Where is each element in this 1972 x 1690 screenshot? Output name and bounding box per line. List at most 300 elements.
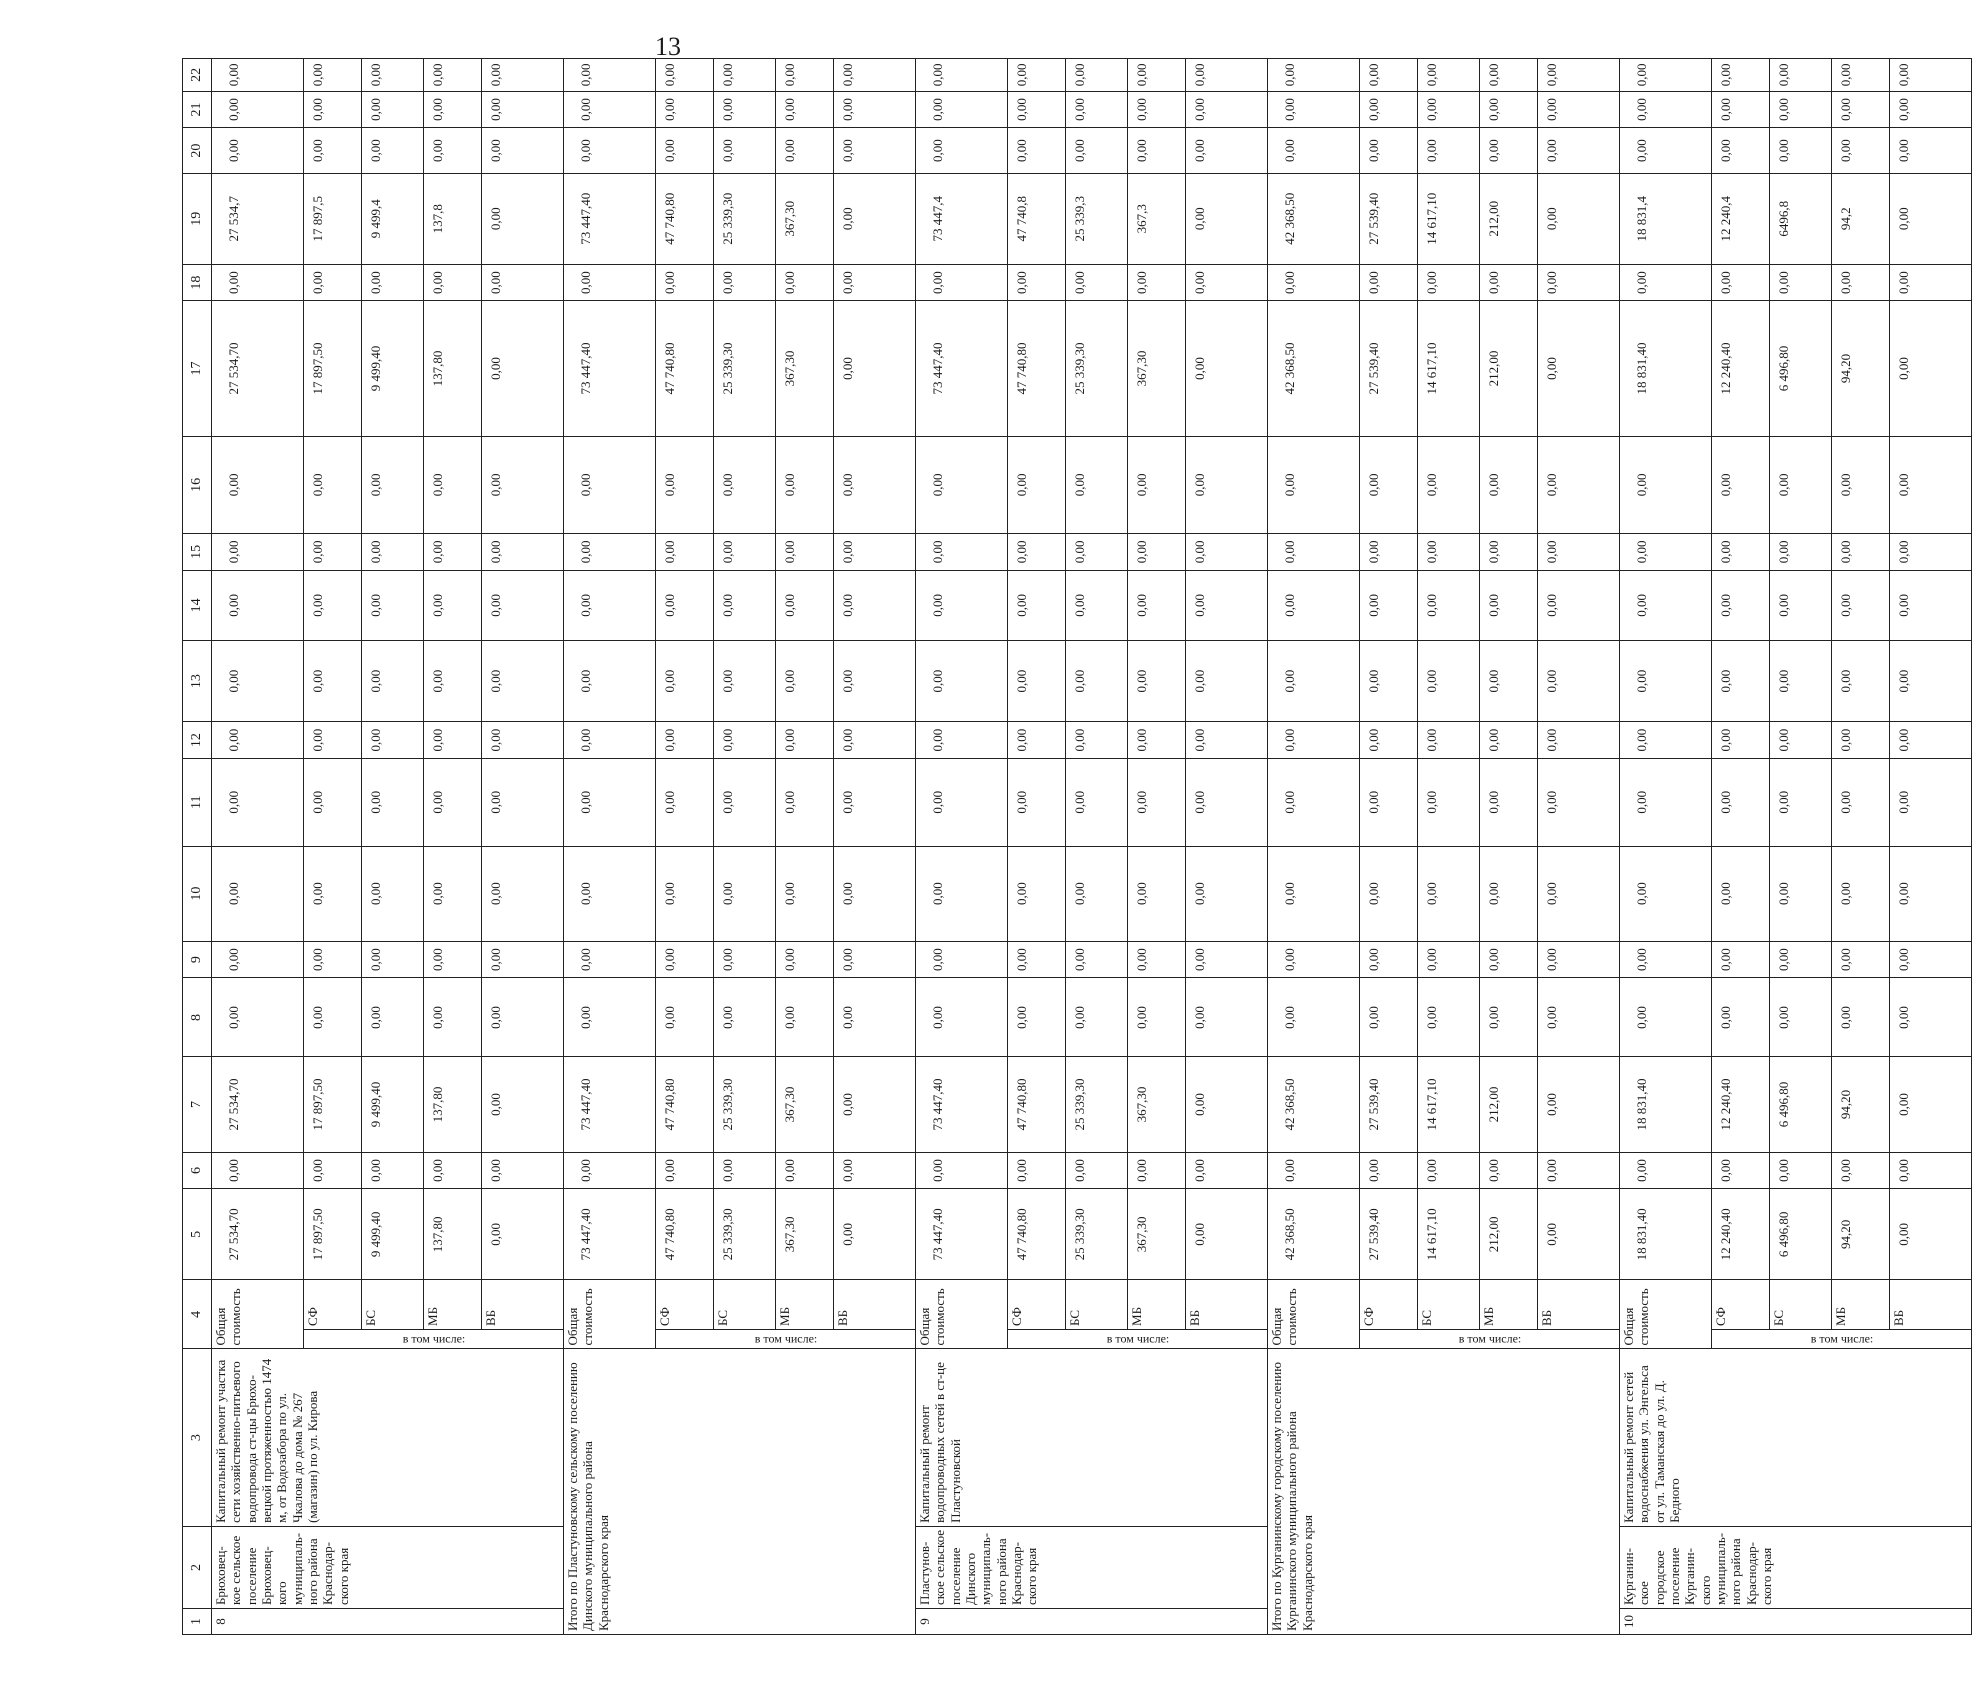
value-cell-c20: 0,00 <box>304 128 362 173</box>
value-cell-c10: 0,00 <box>1066 846 1128 941</box>
column-number-cell: 20 <box>183 128 212 173</box>
value-cell-c6: 0,00 <box>1186 1152 1268 1189</box>
value-cell-c11: 0,00 <box>834 758 916 846</box>
funding-type-code: МБ <box>1480 1280 1538 1330</box>
value-cell-c8: 0,00 <box>1008 978 1066 1057</box>
funding-type-code: СФ <box>304 1280 362 1330</box>
value-cell-c9: 0,00 <box>1066 941 1128 978</box>
value-cell-c12: 0,00 <box>1418 722 1480 759</box>
value-cell-c18: 0,00 <box>1480 264 1538 301</box>
value-cell-c19: 0,00 <box>1538 173 1620 264</box>
value-cell-c6: 0,00 <box>304 1152 362 1189</box>
value-cell-c14: 0,00 <box>1712 570 1770 640</box>
value-cell-c20: 0,00 <box>1480 128 1538 173</box>
value-cell-c9: 0,00 <box>482 941 564 978</box>
page-number: 13 <box>655 32 681 61</box>
value-cell-c22: 0,00 <box>1832 59 1890 92</box>
funding-type-code: МБ <box>1128 1280 1186 1330</box>
value-cell-c22: 0,00 <box>834 59 916 92</box>
value-cell-c12: 0,00 <box>834 722 916 759</box>
in-that-number-label <box>304 1329 564 1348</box>
value-cell-c17: 0,00 <box>1890 301 1972 436</box>
value-cell-c22: 0,00 <box>1890 59 1972 92</box>
value-cell-c20: 0,00 <box>834 128 916 173</box>
funding-type-code: БС <box>1066 1280 1128 1330</box>
value-cell-c22: 0,00 <box>1360 59 1418 92</box>
value-cell-c10: 0,00 <box>1538 846 1620 941</box>
in-that-number-label <box>1360 1329 1620 1348</box>
value-cell-c17: 6 496,80 <box>1770 301 1832 436</box>
value-cell-c15: 0,00 <box>656 533 714 570</box>
value-cell-c8: 0,00 <box>424 978 482 1057</box>
value-cell-c20: 0,00 <box>1418 128 1480 173</box>
value-cell-c10: 0,00 <box>1620 846 1712 941</box>
value-cell-c10: 0,00 <box>1186 846 1268 941</box>
value-cell-c19: 0,00 <box>1186 173 1268 264</box>
value-cell-c21: 0,00 <box>304 91 362 128</box>
value-cell-c16: 0,00 <box>714 436 776 533</box>
funding-type-total: Общая стоимость <box>564 1280 656 1349</box>
value-cell-c11: 0,00 <box>564 758 656 846</box>
value-cell-c10: 0,00 <box>482 846 564 941</box>
value-cell-c22: 0,00 <box>656 59 714 92</box>
value-cell-c18: 0,00 <box>1712 264 1770 301</box>
value-cell-c12: 0,00 <box>1620 722 1712 759</box>
value-cell-c15: 0,00 <box>1128 533 1186 570</box>
value-cell-c10: 0,00 <box>656 846 714 941</box>
object-name: Капитальный ремонт водопроводных сетей в ст-це Пластуновской <box>916 1349 1268 1526</box>
value-cell-c17: 9 499,40 <box>362 301 424 436</box>
value-cell-c21: 0,00 <box>1008 91 1066 128</box>
value-cell-c13: 0,00 <box>834 641 916 722</box>
value-cell-c10: 0,00 <box>714 846 776 941</box>
total-label: Итого по Пластуновскому сельскому поселению Динского муниципального района Краснодарского края <box>564 1349 916 1635</box>
value-cell-c16: 0,00 <box>1186 436 1268 533</box>
value-cell-c20: 0,00 <box>1128 128 1186 173</box>
value-cell-c21: 0,00 <box>776 91 834 128</box>
funding-type-code: БС <box>714 1280 776 1330</box>
value-cell-c7: 42 368,50 <box>1268 1057 1360 1152</box>
value-cell-c13: 0,00 <box>1360 641 1418 722</box>
value-cell-c13: 0,00 <box>714 641 776 722</box>
value-cell-c18: 0,00 <box>1008 264 1066 301</box>
value-cell-c6: 0,00 <box>362 1152 424 1189</box>
value-cell-c14: 0,00 <box>776 570 834 640</box>
value-cell-c7: 137,80 <box>424 1057 482 1152</box>
object-name: Капитальный ремонт участка сети хозяйственно-питьевого водопровода ст-цы Брюхо-вецкой протяженностью 1474 м, от Водозабора по ул. Чкалова до дома № 267 (магазин) по ул. Кирова <box>212 1349 564 1526</box>
value-cell-c8: 0,00 <box>1538 978 1620 1057</box>
value-cell-c6: 0,00 <box>714 1152 776 1189</box>
value-cell-c6: 0,00 <box>776 1152 834 1189</box>
value-cell-c5: 12 240,40 <box>1712 1189 1770 1280</box>
value-cell-c21: 0,00 <box>1480 91 1538 128</box>
value-cell-c18: 0,00 <box>482 264 564 301</box>
value-cell-c9: 0,00 <box>1268 941 1360 978</box>
value-cell-c18: 0,00 <box>1620 264 1712 301</box>
value-cell-c22: 0,00 <box>1480 59 1538 92</box>
value-cell-c5: 27 539,40 <box>1360 1189 1418 1280</box>
value-cell-c11: 0,00 <box>362 758 424 846</box>
value-cell-c5: 0,00 <box>482 1189 564 1280</box>
item-number: 10 <box>1620 1609 1972 1635</box>
value-cell-c15: 0,00 <box>1480 533 1538 570</box>
value-cell-c14: 0,00 <box>1480 570 1538 640</box>
value-cell-c21: 0,00 <box>714 91 776 128</box>
value-cell-c13: 0,00 <box>304 641 362 722</box>
value-cell-c12: 0,00 <box>1770 722 1832 759</box>
value-cell-c9: 0,00 <box>1770 941 1832 978</box>
value-cell-c12: 0,00 <box>1066 722 1128 759</box>
column-number-cell: 2 <box>183 1526 212 1608</box>
column-number-cell: 22 <box>183 59 212 92</box>
value-cell-c13: 0,00 <box>1066 641 1128 722</box>
value-cell-c13: 0,00 <box>482 641 564 722</box>
value-cell-c12: 0,00 <box>1832 722 1890 759</box>
value-cell-c7: 25 339,30 <box>714 1057 776 1152</box>
value-cell-c21: 0,00 <box>1360 91 1418 128</box>
value-cell-c9: 0,00 <box>916 941 1008 978</box>
value-cell-c6: 0,00 <box>656 1152 714 1189</box>
value-cell-c12: 0,00 <box>482 722 564 759</box>
value-cell-c9: 0,00 <box>1186 941 1268 978</box>
value-cell-c12: 0,00 <box>212 722 304 759</box>
value-cell-c21: 0,00 <box>834 91 916 128</box>
value-cell-c15: 0,00 <box>1418 533 1480 570</box>
municipality-name: Пластунов-ское сельское поселение Динского муниципаль-ного района Краснодар-ского края <box>916 1526 1268 1608</box>
value-cell-c7: 0,00 <box>482 1057 564 1152</box>
value-cell-c13: 0,00 <box>424 641 482 722</box>
value-cell-c8: 0,00 <box>1128 978 1186 1057</box>
value-cell-c5: 0,00 <box>1538 1189 1620 1280</box>
value-cell-c19: 0,00 <box>1890 173 1972 264</box>
value-cell-c5: 25 339,30 <box>714 1189 776 1280</box>
value-cell-c20: 0,00 <box>1770 128 1832 173</box>
item-number: 8 <box>212 1609 564 1635</box>
value-cell-c18: 0,00 <box>1832 264 1890 301</box>
column-number-cell: 12 <box>183 722 212 759</box>
value-cell-c22: 0,00 <box>1620 59 1712 92</box>
value-cell-c7: 18 831,40 <box>1620 1057 1712 1152</box>
value-cell-c15: 0,00 <box>1538 533 1620 570</box>
in-that-number-label <box>1712 1329 1972 1348</box>
column-number-row <box>183 59 212 1635</box>
value-cell-c8: 0,00 <box>1480 978 1538 1057</box>
column-number-cell: 14 <box>183 570 212 640</box>
value-cell-c5: 0,00 <box>834 1189 916 1280</box>
funding-type-code: БС <box>1770 1280 1832 1330</box>
funding-type-code: СФ <box>1008 1280 1066 1330</box>
value-cell-c7: 94,20 <box>1832 1057 1890 1152</box>
total-label: Итого по Курганинскому городскому поселению Курганинского муниципального района Краснодарского края <box>1268 1349 1620 1635</box>
value-cell-c22: 0,00 <box>776 59 834 92</box>
value-cell-c8: 0,00 <box>362 978 424 1057</box>
value-cell-c22: 0,00 <box>304 59 362 92</box>
value-cell-c14: 0,00 <box>656 570 714 640</box>
value-cell-c20: 0,00 <box>1008 128 1066 173</box>
value-cell-c19: 73 447,40 <box>564 173 656 264</box>
value-cell-c5: 9 499,40 <box>362 1189 424 1280</box>
in-that-number-text: в том числе: <box>402 1331 465 1346</box>
funding-type-code: СФ <box>1360 1280 1418 1330</box>
value-cell-c15: 0,00 <box>834 533 916 570</box>
value-cell-c16: 0,00 <box>1128 436 1186 533</box>
value-cell-c6: 0,00 <box>834 1152 916 1189</box>
value-cell-c22: 0,00 <box>1418 59 1480 92</box>
value-cell-c13: 0,00 <box>1186 641 1268 722</box>
value-cell-c9: 0,00 <box>212 941 304 978</box>
value-cell-c19: 25 339,30 <box>714 173 776 264</box>
value-cell-c6: 0,00 <box>1620 1152 1712 1189</box>
value-cell-c19: 27 534,7 <box>212 173 304 264</box>
value-cell-c12: 0,00 <box>776 722 834 759</box>
value-cell-c14: 0,00 <box>424 570 482 640</box>
value-cell-c21: 0,00 <box>1712 91 1770 128</box>
value-cell-c13: 0,00 <box>1008 641 1066 722</box>
value-cell-c12: 0,00 <box>1008 722 1066 759</box>
value-cell-c7: 25 339,30 <box>1066 1057 1128 1152</box>
value-cell-c5: 25 339,30 <box>1066 1189 1128 1280</box>
value-cell-c11: 0,00 <box>1418 758 1480 846</box>
value-cell-c18: 0,00 <box>834 264 916 301</box>
value-cell-c6: 0,00 <box>1712 1152 1770 1189</box>
column-number-cell: 6 <box>183 1152 212 1189</box>
value-cell-c14: 0,00 <box>1268 570 1360 640</box>
funding-type-code: ВБ <box>1186 1280 1268 1330</box>
value-cell-c9: 0,00 <box>424 941 482 978</box>
value-cell-c8: 0,00 <box>1890 978 1972 1057</box>
value-cell-c10: 0,00 <box>212 846 304 941</box>
column-number-cell: 13 <box>183 641 212 722</box>
value-cell-c5: 73 447,40 <box>564 1189 656 1280</box>
value-cell-c7: 0,00 <box>1186 1057 1268 1152</box>
value-cell-c8: 0,00 <box>212 978 304 1057</box>
value-cell-c11: 0,00 <box>1712 758 1770 846</box>
value-cell-c18: 0,00 <box>362 264 424 301</box>
value-cell-c14: 0,00 <box>1008 570 1066 640</box>
value-cell-c10: 0,00 <box>362 846 424 941</box>
value-cell-c11: 0,00 <box>1268 758 1360 846</box>
value-cell-c13: 0,00 <box>776 641 834 722</box>
value-cell-c5: 27 534,70 <box>212 1189 304 1280</box>
funding-type-code: ВБ <box>834 1280 916 1330</box>
value-cell-c21: 0,00 <box>1186 91 1268 128</box>
value-cell-c8: 0,00 <box>834 978 916 1057</box>
value-cell-c5: 42 368,50 <box>1268 1189 1360 1280</box>
value-cell-c14: 0,00 <box>834 570 916 640</box>
value-cell-c15: 0,00 <box>916 533 1008 570</box>
value-cell-c9: 0,00 <box>1832 941 1890 978</box>
value-cell-c9: 0,00 <box>1538 941 1620 978</box>
financing-table <box>182 58 1972 1635</box>
value-cell-c20: 0,00 <box>362 128 424 173</box>
value-cell-c5: 94,20 <box>1832 1189 1890 1280</box>
value-cell-c12: 0,00 <box>304 722 362 759</box>
value-cell-c13: 0,00 <box>1832 641 1890 722</box>
value-cell-c12: 0,00 <box>1538 722 1620 759</box>
value-cell-c14: 0,00 <box>916 570 1008 640</box>
value-cell-c5: 47 740,80 <box>1008 1189 1066 1280</box>
value-cell-c13: 0,00 <box>1770 641 1832 722</box>
value-cell-c17: 27 534,70 <box>212 301 304 436</box>
value-cell-c10: 0,00 <box>424 846 482 941</box>
funding-type-total: Общая стоимость <box>212 1280 304 1349</box>
value-cell-c15: 0,00 <box>714 533 776 570</box>
value-cell-c20: 0,00 <box>916 128 1008 173</box>
value-cell-c22: 0,00 <box>212 59 304 92</box>
value-cell-c6: 0,00 <box>1268 1152 1360 1189</box>
table-body <box>183 59 1972 1635</box>
municipality-name: Курганин-ское городское поселение Курганин-ского муниципаль-ного района Краснодар-ского края <box>1620 1526 1972 1608</box>
value-cell-c13: 0,00 <box>362 641 424 722</box>
value-cell-c19: 47 740,80 <box>656 173 714 264</box>
column-number-cell: 4 <box>183 1280 212 1349</box>
value-cell-c5: 47 740,80 <box>656 1189 714 1280</box>
value-cell-c5: 18 831,40 <box>1620 1189 1712 1280</box>
value-cell-c14: 0,00 <box>1186 570 1268 640</box>
value-cell-c15: 0,00 <box>482 533 564 570</box>
object-name: Капитальный ремонт сетей водоснабжения ул. Энгельса от ул. Таманская до ул. Д. Бедного <box>1620 1349 1972 1526</box>
value-cell-c20: 0,00 <box>1620 128 1712 173</box>
value-cell-c18: 0,00 <box>916 264 1008 301</box>
value-cell-c15: 0,00 <box>1268 533 1360 570</box>
value-cell-c7: 0,00 <box>1890 1057 1972 1152</box>
value-cell-c16: 0,00 <box>1268 436 1360 533</box>
value-cell-c11: 0,00 <box>1538 758 1620 846</box>
value-cell-c15: 0,00 <box>1008 533 1066 570</box>
value-cell-c22: 0,00 <box>482 59 564 92</box>
value-cell-c11: 0,00 <box>424 758 482 846</box>
value-cell-c11: 0,00 <box>1832 758 1890 846</box>
column-number-cell: 7 <box>183 1057 212 1152</box>
funding-type-code: БС <box>362 1280 424 1330</box>
column-number-cell: 3 <box>183 1349 212 1526</box>
object-row <box>916 59 1008 1635</box>
value-cell-c16: 0,00 <box>916 436 1008 533</box>
in-that-number-text: в том числе: <box>1106 1331 1169 1346</box>
value-cell-c18: 0,00 <box>1770 264 1832 301</box>
value-cell-c8: 0,00 <box>1268 978 1360 1057</box>
value-cell-c9: 0,00 <box>1418 941 1480 978</box>
value-cell-c16: 0,00 <box>212 436 304 533</box>
value-cell-c21: 0,00 <box>1620 91 1712 128</box>
value-cell-c11: 0,00 <box>1186 758 1268 846</box>
value-cell-c20: 0,00 <box>1890 128 1972 173</box>
value-cell-c9: 0,00 <box>834 941 916 978</box>
value-cell-c11: 0,00 <box>916 758 1008 846</box>
value-cell-c5: 367,30 <box>1128 1189 1186 1280</box>
value-cell-c18: 0,00 <box>564 264 656 301</box>
in-that-number-label <box>656 1329 916 1348</box>
value-cell-c6: 0,00 <box>1008 1152 1066 1189</box>
value-cell-c15: 0,00 <box>1832 533 1890 570</box>
value-cell-c7: 17 897,50 <box>304 1057 362 1152</box>
value-cell-c16: 0,00 <box>834 436 916 533</box>
value-cell-c11: 0,00 <box>1066 758 1128 846</box>
value-cell-c19: 212,00 <box>1480 173 1538 264</box>
value-cell-c13: 0,00 <box>1712 641 1770 722</box>
value-cell-c7: 14 617,10 <box>1418 1057 1480 1152</box>
value-cell-c20: 0,00 <box>424 128 482 173</box>
value-cell-c14: 0,00 <box>1538 570 1620 640</box>
value-cell-c18: 0,00 <box>212 264 304 301</box>
value-cell-c9: 0,00 <box>362 941 424 978</box>
value-cell-c16: 0,00 <box>1620 436 1712 533</box>
value-cell-c20: 0,00 <box>1186 128 1268 173</box>
value-cell-c21: 0,00 <box>482 91 564 128</box>
column-number-cell: 16 <box>183 436 212 533</box>
value-cell-c16: 0,00 <box>1066 436 1128 533</box>
value-cell-c7: 73 447,40 <box>564 1057 656 1152</box>
column-number-cell: 10 <box>183 846 212 941</box>
value-cell-c16: 0,00 <box>1538 436 1620 533</box>
value-cell-c11: 0,00 <box>212 758 304 846</box>
value-cell-c22: 0,00 <box>1712 59 1770 92</box>
value-cell-c13: 0,00 <box>656 641 714 722</box>
value-cell-c15: 0,00 <box>424 533 482 570</box>
value-cell-c16: 0,00 <box>1008 436 1066 533</box>
value-cell-c21: 0,00 <box>362 91 424 128</box>
value-cell-c17: 47 740,80 <box>1008 301 1066 436</box>
value-cell-c7: 47 740,80 <box>1008 1057 1066 1152</box>
value-cell-c18: 0,00 <box>1538 264 1620 301</box>
value-cell-c17: 0,00 <box>1538 301 1620 436</box>
value-cell-c7: 27 534,70 <box>212 1057 304 1152</box>
value-cell-c7: 0,00 <box>1538 1057 1620 1152</box>
value-cell-c16: 0,00 <box>482 436 564 533</box>
value-cell-c6: 0,00 <box>1360 1152 1418 1189</box>
value-cell-c7: 367,30 <box>1128 1057 1186 1152</box>
value-cell-c22: 0,00 <box>362 59 424 92</box>
value-cell-c10: 0,00 <box>1480 846 1538 941</box>
value-cell-c16: 0,00 <box>656 436 714 533</box>
value-cell-c5: 17 897,50 <box>304 1189 362 1280</box>
value-cell-c9: 0,00 <box>656 941 714 978</box>
value-cell-c16: 0,00 <box>424 436 482 533</box>
value-cell-c12: 0,00 <box>1186 722 1268 759</box>
in-that-number-text: в том числе: <box>1810 1331 1873 1346</box>
value-cell-c12: 0,00 <box>916 722 1008 759</box>
value-cell-c19: 0,00 <box>482 173 564 264</box>
value-cell-c7: 6 496,80 <box>1770 1057 1832 1152</box>
value-cell-c18: 0,00 <box>424 264 482 301</box>
value-cell-c8: 0,00 <box>776 978 834 1057</box>
value-cell-c11: 0,00 <box>656 758 714 846</box>
value-cell-c16: 0,00 <box>1480 436 1538 533</box>
value-cell-c21: 0,00 <box>564 91 656 128</box>
value-cell-c17: 0,00 <box>834 301 916 436</box>
value-cell-c17: 42 368,50 <box>1268 301 1360 436</box>
value-cell-c5: 14 617,10 <box>1418 1189 1480 1280</box>
value-cell-c18: 0,00 <box>1066 264 1128 301</box>
value-cell-c17: 367,30 <box>776 301 834 436</box>
value-cell-c18: 0,00 <box>1186 264 1268 301</box>
value-cell-c21: 0,00 <box>656 91 714 128</box>
municipality-name: Брюховец-кое сельское поселение Брюховец-кого муниципаль-ного района Краснодар-ского края <box>212 1526 564 1608</box>
value-cell-c10: 0,00 <box>1008 846 1066 941</box>
value-cell-c17: 12 240,40 <box>1712 301 1770 436</box>
value-cell-c19: 27 539,40 <box>1360 173 1418 264</box>
column-number-cell: 5 <box>183 1189 212 1280</box>
value-cell-c14: 0,00 <box>1360 570 1418 640</box>
value-cell-c17: 73 447,40 <box>564 301 656 436</box>
value-cell-c18: 0,00 <box>1360 264 1418 301</box>
value-cell-c22: 0,00 <box>424 59 482 92</box>
value-cell-c20: 0,00 <box>714 128 776 173</box>
value-cell-c14: 0,00 <box>1890 570 1972 640</box>
value-cell-c14: 0,00 <box>564 570 656 640</box>
value-cell-c16: 0,00 <box>564 436 656 533</box>
value-cell-c22: 0,00 <box>1008 59 1066 92</box>
